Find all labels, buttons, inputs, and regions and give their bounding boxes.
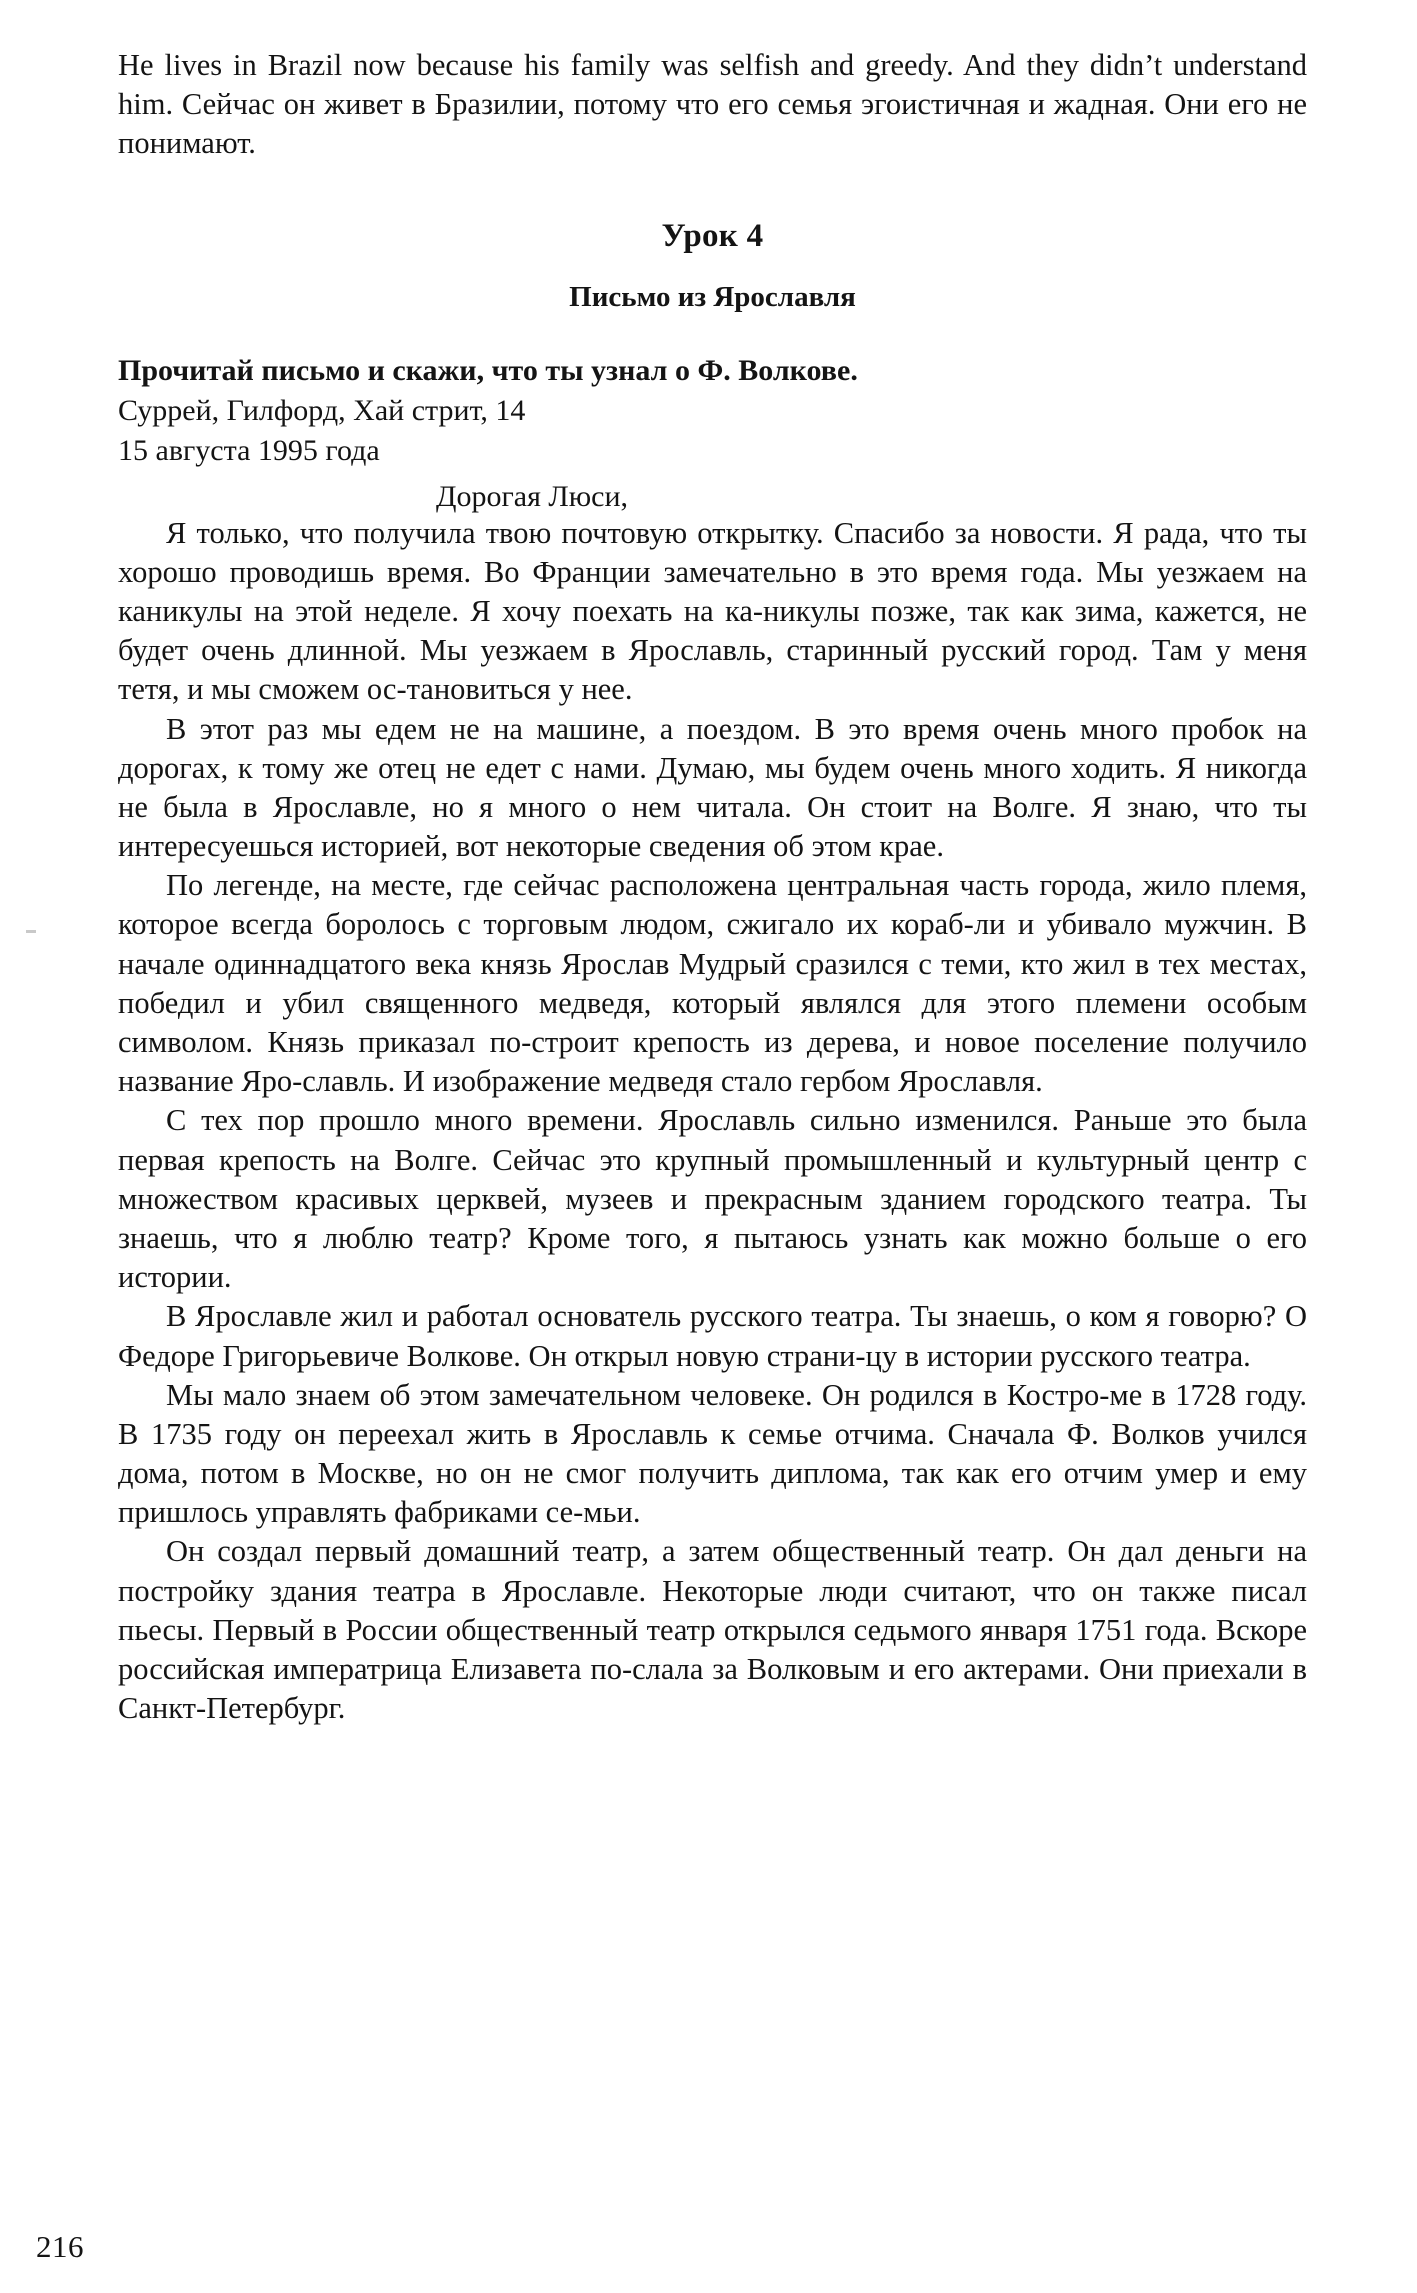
letter-date: 15 августа 1995 года xyxy=(118,433,380,467)
letter-address: Суррей, Гилфорд, Хай стрит, 14 xyxy=(118,393,526,427)
letter-paragraph: По легенде, на месте, где сейчас расположена центральная часть города, жило племя, которое всегда боролось с торговым людом, сжигало их кораб-ли и убивало мужчин. В начале одиннадцатого века князь Ярослав Мудрый сразился с теми, кто жил в тех местах, победил и убил священного медведя, который являлся для этого племени особым символом. Князь приказал по-строит крепость из дерева, и новое поселение получило название Яро-славль. И изображение медведя стало гербом Ярославля. xyxy=(118,868,1307,1099)
intro-paragraph: He lives in Brazil now because his family was selfish and greedy. And they didn’t understand him. Сейчас он живет в Бразилии, потому что его семья эгоистичная и жадная. Они его не понимают. xyxy=(118,48,1307,161)
task-instruction: Прочитай письмо и скажи, что ты узнал о Ф. Волкове. xyxy=(118,353,858,387)
letter-paragraph: С тех пор прошло много времени. Ярославль сильно изменился. Раньше это была первая крепость на Волге. Сейчас это крупный промышленный и культурный центр с множеством красивых церквей, музеев и прекрасным зданием городского театра. Ты знаешь, что я люблю театр? Кроме того, я пытаюсь узнать как можно больше о его истории. xyxy=(118,1103,1307,1295)
letter-salutation: Дорогая Люси, xyxy=(436,479,629,513)
letter-paragraph: Он создал первый домашний театр, а затем общественный театр. Он дал деньги на постройку здания театра в Ярославле. Некоторые люди считают, что он также писал пьесы. Первый в России общественный театр открылся седьмого января 1751 года. Вскоре российская императрица Елизавета по-слала за Волковым и его актерами. Они приехали в Санкт-Петербург. xyxy=(118,1534,1307,1726)
letter-paragraph: Мы мало знаем об этом замечательном человеке. Он родился в Костро-ме в 1728 году. В 1735 году он переехал жить в Ярославль к семье отчима. Сначала Ф. Волков учился дома, потом в Москве, но он не смог получить диплома, так как его отчим умер и ему пришлось управлять фабриками се-мьи. xyxy=(118,1377,1307,1530)
page-number: 216 xyxy=(36,2229,84,2264)
letter-paragraph: В этот раз мы едем не на машине, а поездом. В это время очень много пробок на дорогах, к тому же отец не едет с нами. Думаю, мы будем очень много ходить. Я никогда не была в Ярославле, но я много о нем читала. Он стоит на Волге. Я знаю, что ты интересуешься историей, вот некоторые сведения об этом крае. xyxy=(118,711,1307,864)
lesson-subtitle: Письмо из Ярославля xyxy=(569,280,856,313)
letter-paragraph: Я только, что получила твою почтовую открытку. Спасибо за новости. Я рада, что ты хорошо проводишь время. Во Франции замечательно в это время года. Мы уезжаем на каникулы на этой неделе. Я хочу поехать на ка-никулы позже, так как зима, кажется, не будет очень длинной. Мы уезжаем в Ярославль, старинный русский город. Там у меня тетя, и мы сможем ос-тановиться у нее. xyxy=(118,515,1307,707)
letter-body xyxy=(118,514,1307,1729)
lesson-title: Урок 4 xyxy=(661,217,764,254)
letter-paragraph: В Ярославле жил и работал основатель русского театра. Ты знаешь, о ком я говорю? О Федоре Григорьевиче Волкове. Он открыл новую страни-цу в истории русского театра. xyxy=(118,1299,1307,1373)
intro-paragraph-block xyxy=(118,46,1307,164)
scan-edge-mark xyxy=(26,930,36,933)
